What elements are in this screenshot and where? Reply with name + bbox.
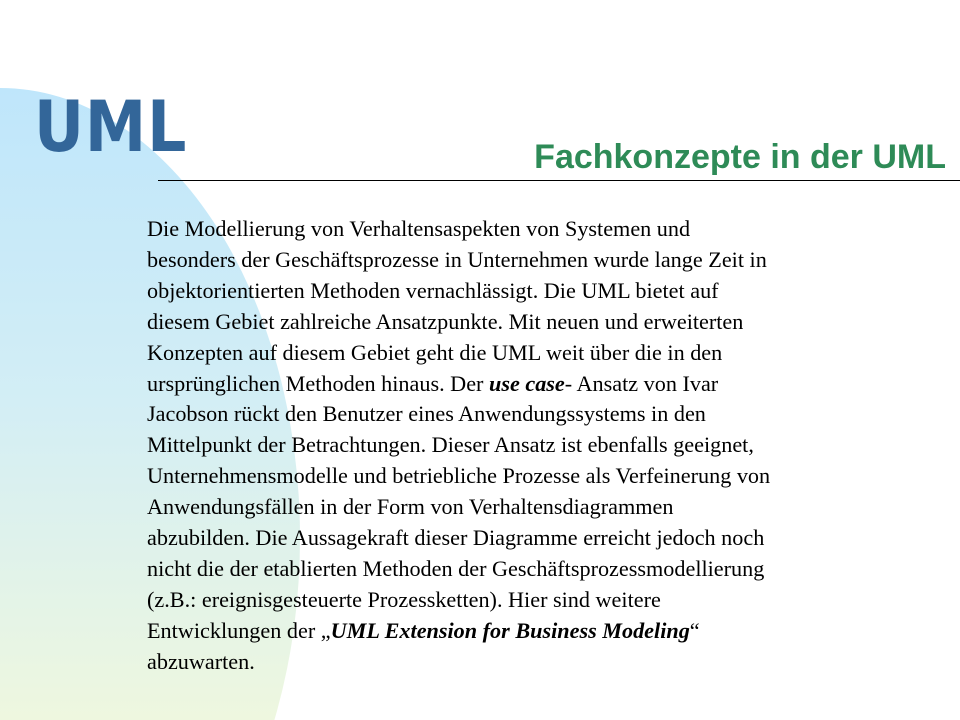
body-line: besonders der Geschäftsprozesse in Unternehmen wurde lange Zeit in	[147, 246, 767, 272]
body-line	[147, 616, 937, 647]
body-line: abzuwarten.	[147, 648, 255, 674]
body-line: Konzepten auf diesem Gebiet geht die UML weit über die in den	[147, 339, 723, 365]
uml-logo: UML	[34, 86, 188, 168]
body-text-segment: Entwicklungen der „	[147, 617, 331, 643]
body-line: Unternehmensmodelle und betriebliche Prozesse als Verfeinerung von	[147, 463, 771, 489]
title-divider	[158, 180, 960, 181]
body-line: abzubilden. Die Aussagekraft dieser Diagramme erreicht jedoch noch	[147, 525, 765, 551]
body-line: Die Modellierung von Verhaltensaspekten von Systemen und	[147, 216, 691, 241]
body-line	[147, 369, 937, 400]
body-text-segment: - Ansatz von Ivar	[564, 370, 719, 396]
body-line: Anwendungsfällen in der Form von Verhaltensdiagrammen	[147, 494, 674, 520]
body-line: (z.B.: ereignisgesteuerte Prozessketten). Hier sind weitere	[147, 586, 661, 612]
body-line: diesem Gebiet zahlreiche Ansatzpunkte. Mit neuen und erweiterten	[147, 308, 744, 334]
use-case-emphasis: use case	[488, 370, 565, 396]
body-text-segment: “	[689, 617, 700, 643]
body-line: objektorientierten Methoden vernachlässigt. Die UML bietet auf	[147, 277, 719, 303]
body-text-segment: ursprünglichen Methoden hinaus. Der	[147, 370, 489, 396]
uml-extension-emphasis: UML Extension for Business Modeling	[330, 617, 690, 643]
body-paragraph	[147, 214, 937, 678]
body-line: nicht die der etablierten Methoden der Geschäftsprozessmodellierung	[147, 555, 765, 581]
body-line: Jacobson rückt den Benutzer eines Anwendungssystems in den	[147, 401, 706, 427]
slide-title: Fachkonzepte in der UML	[534, 138, 946, 176]
body-line: Mittelpunkt der Betrachtungen. Dieser Ansatz ist ebenfalls geeignet,	[147, 432, 754, 458]
